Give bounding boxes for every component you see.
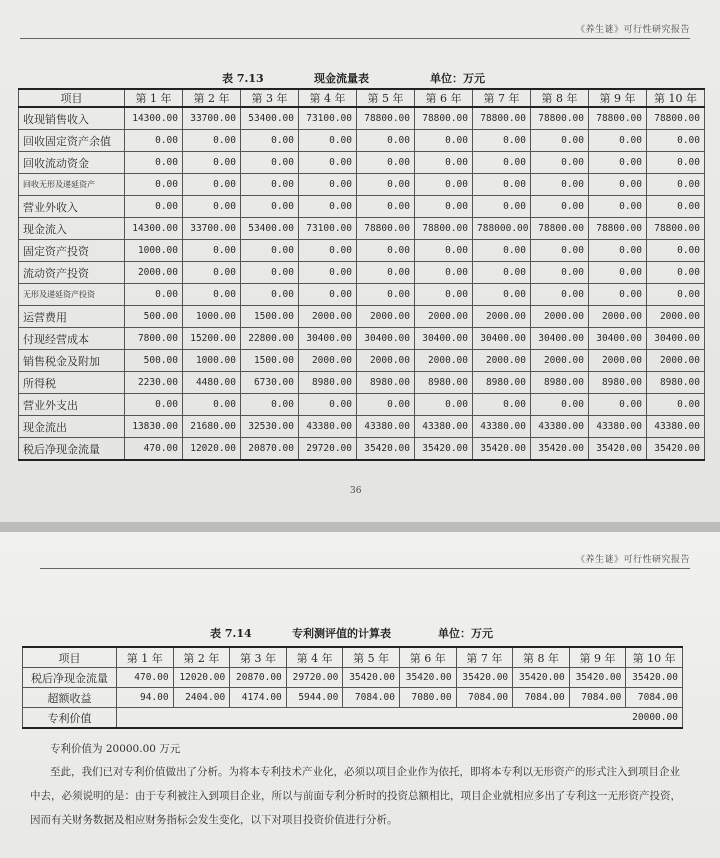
table-cell: 0.00 (531, 130, 589, 152)
patent-value-cell: 20000.00 (117, 708, 683, 729)
table-cell: 0.00 (357, 174, 415, 196)
table-cell: 0.00 (531, 262, 589, 284)
table-cell: 2000.00 (647, 306, 705, 328)
table-cell: 8980.00 (647, 372, 705, 394)
table-cell: 2000.00 (589, 306, 647, 328)
table-cell: 43380.00 (299, 416, 357, 438)
table-cell: 14300.00 (125, 218, 183, 240)
table-cell: 470.00 (125, 438, 183, 461)
table-cell: 0.00 (589, 262, 647, 284)
table-cell: 7080.00 (399, 688, 456, 708)
table-cell: 35420.00 (513, 668, 570, 688)
table-cell: 14300.00 (125, 107, 183, 130)
table-cell: 4480.00 (183, 372, 241, 394)
table-cell: 4174.00 (230, 688, 287, 708)
row-label: 无形及递延资产投资 (19, 284, 125, 306)
column-header-item: 项目 (23, 647, 117, 668)
table-row (19, 174, 705, 196)
table-cell: 0.00 (357, 262, 415, 284)
table-cell: 0.00 (647, 240, 705, 262)
table-cell: 43380.00 (415, 416, 473, 438)
table-cell: 20870.00 (241, 438, 299, 461)
table-row (19, 130, 705, 152)
table-cell: 0.00 (299, 262, 357, 284)
running-header: 《养生谜》可行性研究报告 (40, 552, 690, 569)
table-cell: 78800.00 (357, 107, 415, 130)
table-cell: 73100.00 (299, 218, 357, 240)
table-cell: 0.00 (241, 196, 299, 218)
table-cell: 0.00 (299, 130, 357, 152)
table-cell: 1000.00 (125, 240, 183, 262)
table-cell: 30400.00 (357, 328, 415, 350)
table-cell: 2000.00 (299, 306, 357, 328)
table-cell: 78800.00 (589, 218, 647, 240)
table-cell: 0.00 (473, 196, 531, 218)
table-cell: 0.00 (299, 152, 357, 174)
table-cell: 8980.00 (299, 372, 357, 394)
table-cell: 0.00 (473, 130, 531, 152)
row-label: 销售税金及附加 (19, 350, 125, 372)
table-cell: 30400.00 (647, 328, 705, 350)
table-cell: 35420.00 (569, 668, 626, 688)
table-cell: 53400.00 (241, 218, 299, 240)
table-cell: 0.00 (125, 174, 183, 196)
table-cell: 78800.00 (473, 107, 531, 130)
table-cell: 35420.00 (415, 438, 473, 461)
table-cell: 8980.00 (531, 372, 589, 394)
table-cell: 2000.00 (357, 306, 415, 328)
column-header-year: 第 3 年 (230, 647, 287, 668)
table-cell: 35420.00 (589, 438, 647, 461)
table-cell: 6730.00 (241, 372, 299, 394)
table-cell: 0.00 (241, 394, 299, 416)
table-cell: 0.00 (299, 284, 357, 306)
table-cell: 0.00 (183, 174, 241, 196)
row-label: 回收无形及递延资产 (19, 174, 125, 196)
table-cell: 33700.00 (183, 218, 241, 240)
table-cell: 12020.00 (173, 668, 230, 688)
table-row (19, 218, 705, 240)
table-cell: 0.00 (299, 174, 357, 196)
table-cell: 500.00 (125, 306, 183, 328)
row-label: 流动资产投资 (19, 262, 125, 284)
table-cell: 7800.00 (125, 328, 183, 350)
table-cell: 788000.00 (473, 218, 531, 240)
patent-value-row (23, 708, 683, 729)
row-label: 税后净现金流量 (19, 438, 125, 461)
table-cell: 0.00 (647, 152, 705, 174)
table-cell: 0.00 (183, 240, 241, 262)
column-header-year: 第 6 年 (399, 647, 456, 668)
table-row (23, 668, 683, 688)
row-label: 运营费用 (19, 306, 125, 328)
table-cell: 0.00 (531, 174, 589, 196)
table-cell: 1000.00 (183, 306, 241, 328)
table-cell: 0.00 (241, 262, 299, 284)
table-cell: 33700.00 (183, 107, 241, 130)
table-cell: 35420.00 (343, 668, 400, 688)
table-cell: 0.00 (589, 240, 647, 262)
table-cell: 0.00 (125, 196, 183, 218)
table-cell: 8980.00 (589, 372, 647, 394)
table-cell: 0.00 (415, 152, 473, 174)
column-header-year: 第 3 年 (241, 89, 299, 107)
table-cell: 0.00 (531, 394, 589, 416)
column-header-year: 第 4 年 (286, 647, 343, 668)
table-cell: 0.00 (647, 174, 705, 196)
row-label: 现金流出 (19, 416, 125, 438)
row-label: 付现经营成本 (19, 328, 125, 350)
table-cell: 29720.00 (299, 438, 357, 461)
table-cell: 0.00 (531, 152, 589, 174)
table-cell: 20870.00 (230, 668, 287, 688)
table-cell: 0.00 (589, 130, 647, 152)
table-cell: 0.00 (241, 130, 299, 152)
table-row (19, 107, 705, 130)
table-cell: 0.00 (589, 284, 647, 306)
table-cell: 30400.00 (589, 328, 647, 350)
table-cell: 8980.00 (357, 372, 415, 394)
table-cell: 0.00 (299, 196, 357, 218)
table-cell: 0.00 (299, 394, 357, 416)
table-cell: 0.00 (241, 152, 299, 174)
row-label: 超额收益 (23, 688, 117, 708)
table-cell: 7084.00 (513, 688, 570, 708)
table-cell: 0.00 (357, 152, 415, 174)
table-cell: 43380.00 (357, 416, 415, 438)
table-cell: 0.00 (299, 240, 357, 262)
table-cell: 78800.00 (531, 218, 589, 240)
table-cell: 35420.00 (357, 438, 415, 461)
table-cell: 0.00 (241, 240, 299, 262)
column-header-year: 第 9 年 (569, 647, 626, 668)
table-unit: 单位：万元 (430, 72, 485, 85)
table-cell: 0.00 (415, 394, 473, 416)
column-header-year: 第 2 年 (173, 647, 230, 668)
table-cell: 2000.00 (531, 306, 589, 328)
table-row (19, 152, 705, 174)
table-cell: 0.00 (241, 174, 299, 196)
table-cell: 78800.00 (415, 107, 473, 130)
table-cell: 78800.00 (531, 107, 589, 130)
column-header-year: 第 8 年 (513, 647, 570, 668)
row-label: 营业外收入 (19, 196, 125, 218)
row-label: 回收固定资产余值 (19, 130, 125, 152)
table-cell: 0.00 (125, 152, 183, 174)
table-cell: 0.00 (473, 152, 531, 174)
table-row (19, 328, 705, 350)
table-row (19, 416, 705, 438)
table-cell: 0.00 (473, 262, 531, 284)
table-cell: 0.00 (415, 174, 473, 196)
table-cell: 2000.00 (299, 350, 357, 372)
table-cell: 0.00 (531, 196, 589, 218)
table-cell: 0.00 (647, 262, 705, 284)
table-row (19, 306, 705, 328)
table-cell: 2000.00 (415, 350, 473, 372)
table-cell: 78800.00 (357, 218, 415, 240)
column-header-year: 第 7 年 (456, 647, 513, 668)
table-cell: 1500.00 (241, 306, 299, 328)
row-label: 收现销售收入 (19, 107, 125, 130)
table-cell: 0.00 (357, 284, 415, 306)
table-cell: 0.00 (183, 152, 241, 174)
table-number: 表 7.13 (222, 72, 264, 85)
table-cell: 78800.00 (589, 107, 647, 130)
table-title: 专利测评值的计算表 (292, 627, 391, 640)
column-header-year: 第 1 年 (117, 647, 174, 668)
table-cell: 30400.00 (299, 328, 357, 350)
table-cell: 0.00 (241, 284, 299, 306)
table-cell: 94.00 (117, 688, 174, 708)
table-cell: 0.00 (647, 394, 705, 416)
table-cell: 0.00 (125, 284, 183, 306)
table-cell: 0.00 (473, 174, 531, 196)
table-cell: 1500.00 (241, 350, 299, 372)
report-page-bottom (0, 532, 720, 858)
row-label: 固定资产投资 (19, 240, 125, 262)
column-header-year: 第 10 年 (647, 89, 705, 107)
column-header-year: 第 1 年 (125, 89, 183, 107)
table-cell: 0.00 (531, 240, 589, 262)
table-header-row (23, 647, 683, 668)
table-row (19, 240, 705, 262)
column-header-year: 第 8 年 (531, 89, 589, 107)
table-cell: 0.00 (125, 130, 183, 152)
patent-value-statement: 专利价值为 20000.00 万元 (50, 743, 181, 755)
table-cell: 2000.00 (473, 306, 531, 328)
patent-value-table (22, 646, 683, 729)
table-title: 现金流量表 (314, 72, 369, 85)
table-cell: 0.00 (183, 130, 241, 152)
table-cell: 0.00 (589, 174, 647, 196)
table-cell: 0.00 (647, 196, 705, 218)
running-header: 《养生谜》可行性研究报告 (20, 22, 690, 39)
analysis-paragraph: 至此，我们已对专利价值做出了分析。为将本专利技术产业化，必须以项目企业作为依托，即将本专利以无形资产的形式注入到项目企业中去，必须说明的是：由于专利被注入到项目企业，所以与前面专利分析时的投资总额相比，项目企业就相应多出了专利这一无形资产投资，因而有关财务数据及相应财务指标会发生变化，以下对项目投资价值进行分析。 (30, 766, 681, 826)
table-cell: 30400.00 (531, 328, 589, 350)
table-row (23, 688, 683, 708)
table-cell: 53400.00 (241, 107, 299, 130)
table-cell: 35420.00 (626, 668, 683, 688)
table-cell: 0.00 (473, 284, 531, 306)
table-cell: 8980.00 (473, 372, 531, 394)
table-cell: 0.00 (415, 130, 473, 152)
column-header-year: 第 10 年 (626, 647, 683, 668)
row-label: 营业外支出 (19, 394, 125, 416)
table-cell: 2000.00 (589, 350, 647, 372)
row-label: 所得税 (19, 372, 125, 394)
table-cell: 0.00 (415, 240, 473, 262)
table-cell: 0.00 (589, 152, 647, 174)
table-cell: 43380.00 (647, 416, 705, 438)
table-cell: 2000.00 (415, 306, 473, 328)
table-row (19, 394, 705, 416)
row-label: 现金流入 (19, 218, 125, 240)
table-cell: 2000.00 (473, 350, 531, 372)
table-cell: 7084.00 (569, 688, 626, 708)
table-cell: 470.00 (117, 668, 174, 688)
table-cell: 30400.00 (473, 328, 531, 350)
column-header-year: 第 2 年 (183, 89, 241, 107)
table-cell: 0.00 (415, 262, 473, 284)
table-cell: 0.00 (589, 196, 647, 218)
table-cell: 0.00 (183, 394, 241, 416)
table-cell: 2000.00 (125, 262, 183, 284)
table-cell: 32530.00 (241, 416, 299, 438)
table-cell: 2230.00 (125, 372, 183, 394)
column-header-year: 第 5 年 (343, 647, 400, 668)
column-header-year: 第 4 年 (299, 89, 357, 107)
table-cell: 43380.00 (589, 416, 647, 438)
table-cell: 2000.00 (531, 350, 589, 372)
table-cell: 0.00 (647, 130, 705, 152)
table-row (19, 350, 705, 372)
table-cell: 2000.00 (357, 350, 415, 372)
table-cell: 7084.00 (626, 688, 683, 708)
table-cell: 0.00 (357, 394, 415, 416)
column-header-year: 第 9 年 (589, 89, 647, 107)
table-cell: 0.00 (415, 196, 473, 218)
table-cell: 0.00 (183, 284, 241, 306)
cash-flow-table (18, 88, 705, 461)
table-cell: 78800.00 (415, 218, 473, 240)
column-header-item: 项目 (19, 89, 125, 107)
table-cell: 12020.00 (183, 438, 241, 461)
table-header-row (19, 89, 705, 107)
table-row (19, 262, 705, 284)
table-cell: 2000.00 (647, 350, 705, 372)
table-cell: 5944.00 (286, 688, 343, 708)
table-cell: 78800.00 (647, 107, 705, 130)
table-cell: 0.00 (589, 394, 647, 416)
table-cell: 8980.00 (415, 372, 473, 394)
table-cell: 0.00 (415, 284, 473, 306)
table-cell: 13830.00 (125, 416, 183, 438)
table-cell: 35420.00 (647, 438, 705, 461)
table-row (19, 196, 705, 218)
row-label: 专利价值 (23, 708, 117, 729)
table-cell: 35420.00 (531, 438, 589, 461)
column-header-year: 第 6 年 (415, 89, 473, 107)
table-cell: 0.00 (357, 240, 415, 262)
table-cell: 0.00 (473, 394, 531, 416)
page-gap (0, 522, 720, 532)
table-cell: 7084.00 (456, 688, 513, 708)
row-label: 回收流动资金 (19, 152, 125, 174)
table-cell: 1000.00 (183, 350, 241, 372)
table-row (19, 284, 705, 306)
table-cell: 7084.00 (343, 688, 400, 708)
table-cell: 0.00 (647, 284, 705, 306)
table-cell: 35420.00 (399, 668, 456, 688)
table-cell: 0.00 (183, 262, 241, 284)
page-number: 36 (350, 486, 362, 496)
table-cell: 29720.00 (286, 668, 343, 688)
table-cell: 0.00 (473, 240, 531, 262)
table-cell: 15200.00 (183, 328, 241, 350)
table-cell: 30400.00 (415, 328, 473, 350)
table-cell: 0.00 (357, 196, 415, 218)
table-cell: 73100.00 (299, 107, 357, 130)
table-number: 表 7.14 (210, 627, 252, 640)
table-cell: 500.00 (125, 350, 183, 372)
table-cell: 43380.00 (531, 416, 589, 438)
table-cell: 35420.00 (456, 668, 513, 688)
table-cell: 0.00 (125, 394, 183, 416)
table-unit: 单位：万元 (438, 627, 493, 640)
row-label: 税后净现金流量 (23, 668, 117, 688)
table-row (19, 438, 705, 461)
table-cell: 0.00 (531, 284, 589, 306)
table-cell: 0.00 (183, 196, 241, 218)
table-cell: 22800.00 (241, 328, 299, 350)
table-cell: 35420.00 (473, 438, 531, 461)
table-cell: 0.00 (357, 130, 415, 152)
table-cell: 43380.00 (473, 416, 531, 438)
column-header-year: 第 5 年 (357, 89, 415, 107)
table-cell: 2404.00 (173, 688, 230, 708)
column-header-year: 第 7 年 (473, 89, 531, 107)
table-row (19, 372, 705, 394)
table-cell: 21680.00 (183, 416, 241, 438)
table-cell: 78800.00 (647, 218, 705, 240)
